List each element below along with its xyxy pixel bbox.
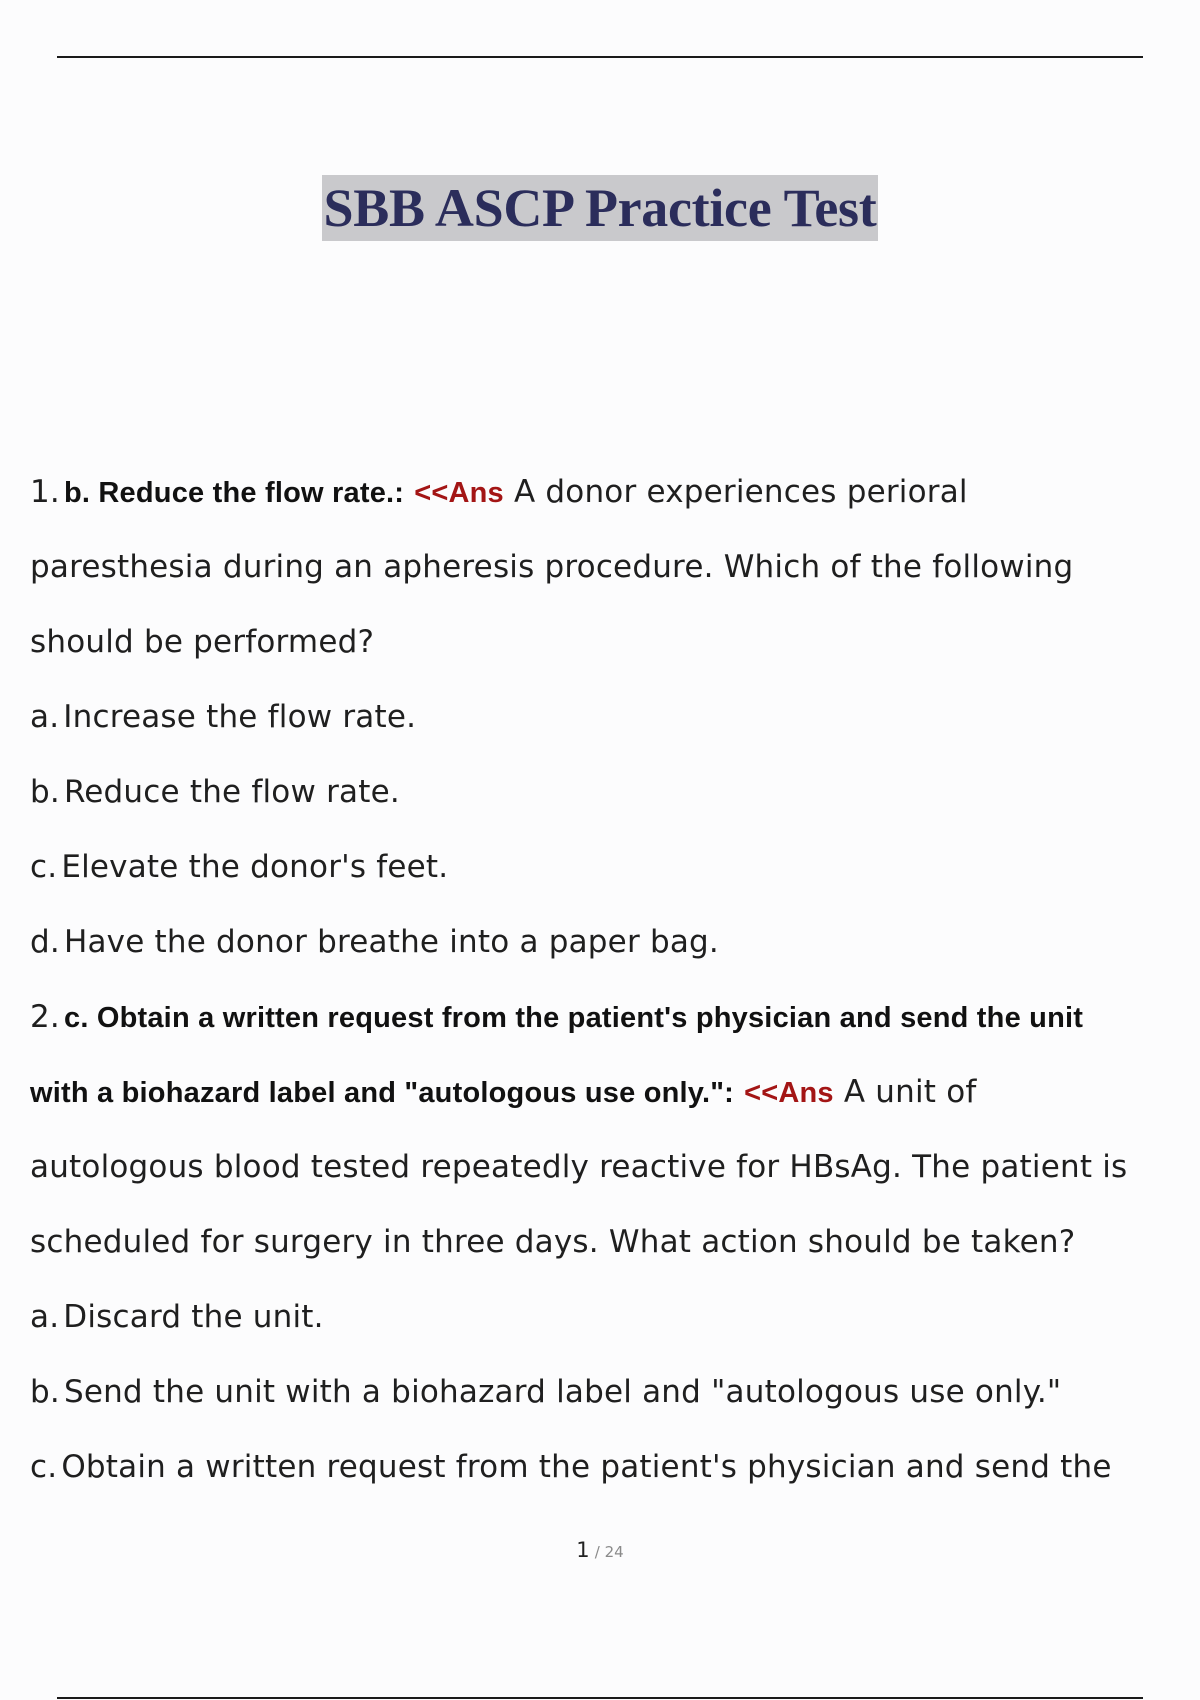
option-text: Elevate the donor's feet. — [61, 849, 449, 885]
question-stem-line: paresthesia during an apheresis procedure. Which of the following — [30, 549, 1074, 585]
option-text: Discard the unit. — [63, 1299, 324, 1335]
ans-marker: <<Ans — [744, 1077, 834, 1109]
option-a — [30, 680, 1190, 755]
question-stem: A donor experiences perioral — [513, 474, 968, 510]
ans-marker: <<Ans — [414, 477, 504, 509]
question-1-header — [30, 455, 1190, 530]
option-a — [30, 1280, 1190, 1355]
question-answer: b. Reduce the flow rate.: — [63, 477, 405, 509]
question-stem-line: scheduled for surgery in three days. What action should be taken? — [30, 1224, 1076, 1260]
option-text: Reduce the flow rate. — [63, 774, 400, 810]
question-number: 2. — [30, 999, 60, 1035]
option-text: Obtain a written request from the patient's physician and send the — [61, 1449, 1112, 1485]
option-letter: c. — [30, 1449, 58, 1485]
document-title: SBB ASCP Practice Test — [322, 175, 879, 241]
question-2-header-cont — [30, 1055, 1190, 1130]
question-stem: A unit of — [843, 1074, 977, 1110]
option-letter: a. — [30, 1299, 60, 1335]
option-c — [30, 1430, 1190, 1505]
top-rule — [57, 56, 1143, 58]
option-letter: b. — [30, 1374, 60, 1410]
question-stem-line: should be performed? — [30, 624, 375, 660]
page-current: 1 — [576, 1538, 590, 1562]
option-b — [30, 755, 1190, 830]
question-number: 1. — [30, 474, 60, 510]
option-text: Increase the flow rate. — [63, 699, 417, 735]
page-number — [0, 1538, 1200, 1562]
question-stem-line: autologous blood tested repeatedly reactive for HBsAg. The patient is — [30, 1149, 1128, 1185]
option-text: Send the unit with a biohazard label and "autologous use only." — [63, 1374, 1062, 1410]
page-total: / 24 — [594, 1543, 624, 1561]
option-c — [30, 830, 1190, 905]
option-d — [30, 905, 1190, 980]
question-2-header — [30, 980, 1190, 1055]
option-letter: b. — [30, 774, 60, 810]
title-block — [0, 175, 1200, 241]
option-text: Have the donor breathe into a paper bag. — [63, 924, 719, 960]
option-letter: c. — [30, 849, 58, 885]
option-letter: a. — [30, 699, 60, 735]
question-answer: with a biohazard label and "autologous use only.": — [30, 1077, 735, 1109]
question-answer: c. Obtain a written request from the patient's physician and send the unit — [63, 1002, 1084, 1034]
bottom-rule — [57, 1697, 1143, 1699]
option-letter: d. — [30, 924, 60, 960]
questions-content — [30, 455, 1190, 1505]
option-b — [30, 1355, 1190, 1430]
